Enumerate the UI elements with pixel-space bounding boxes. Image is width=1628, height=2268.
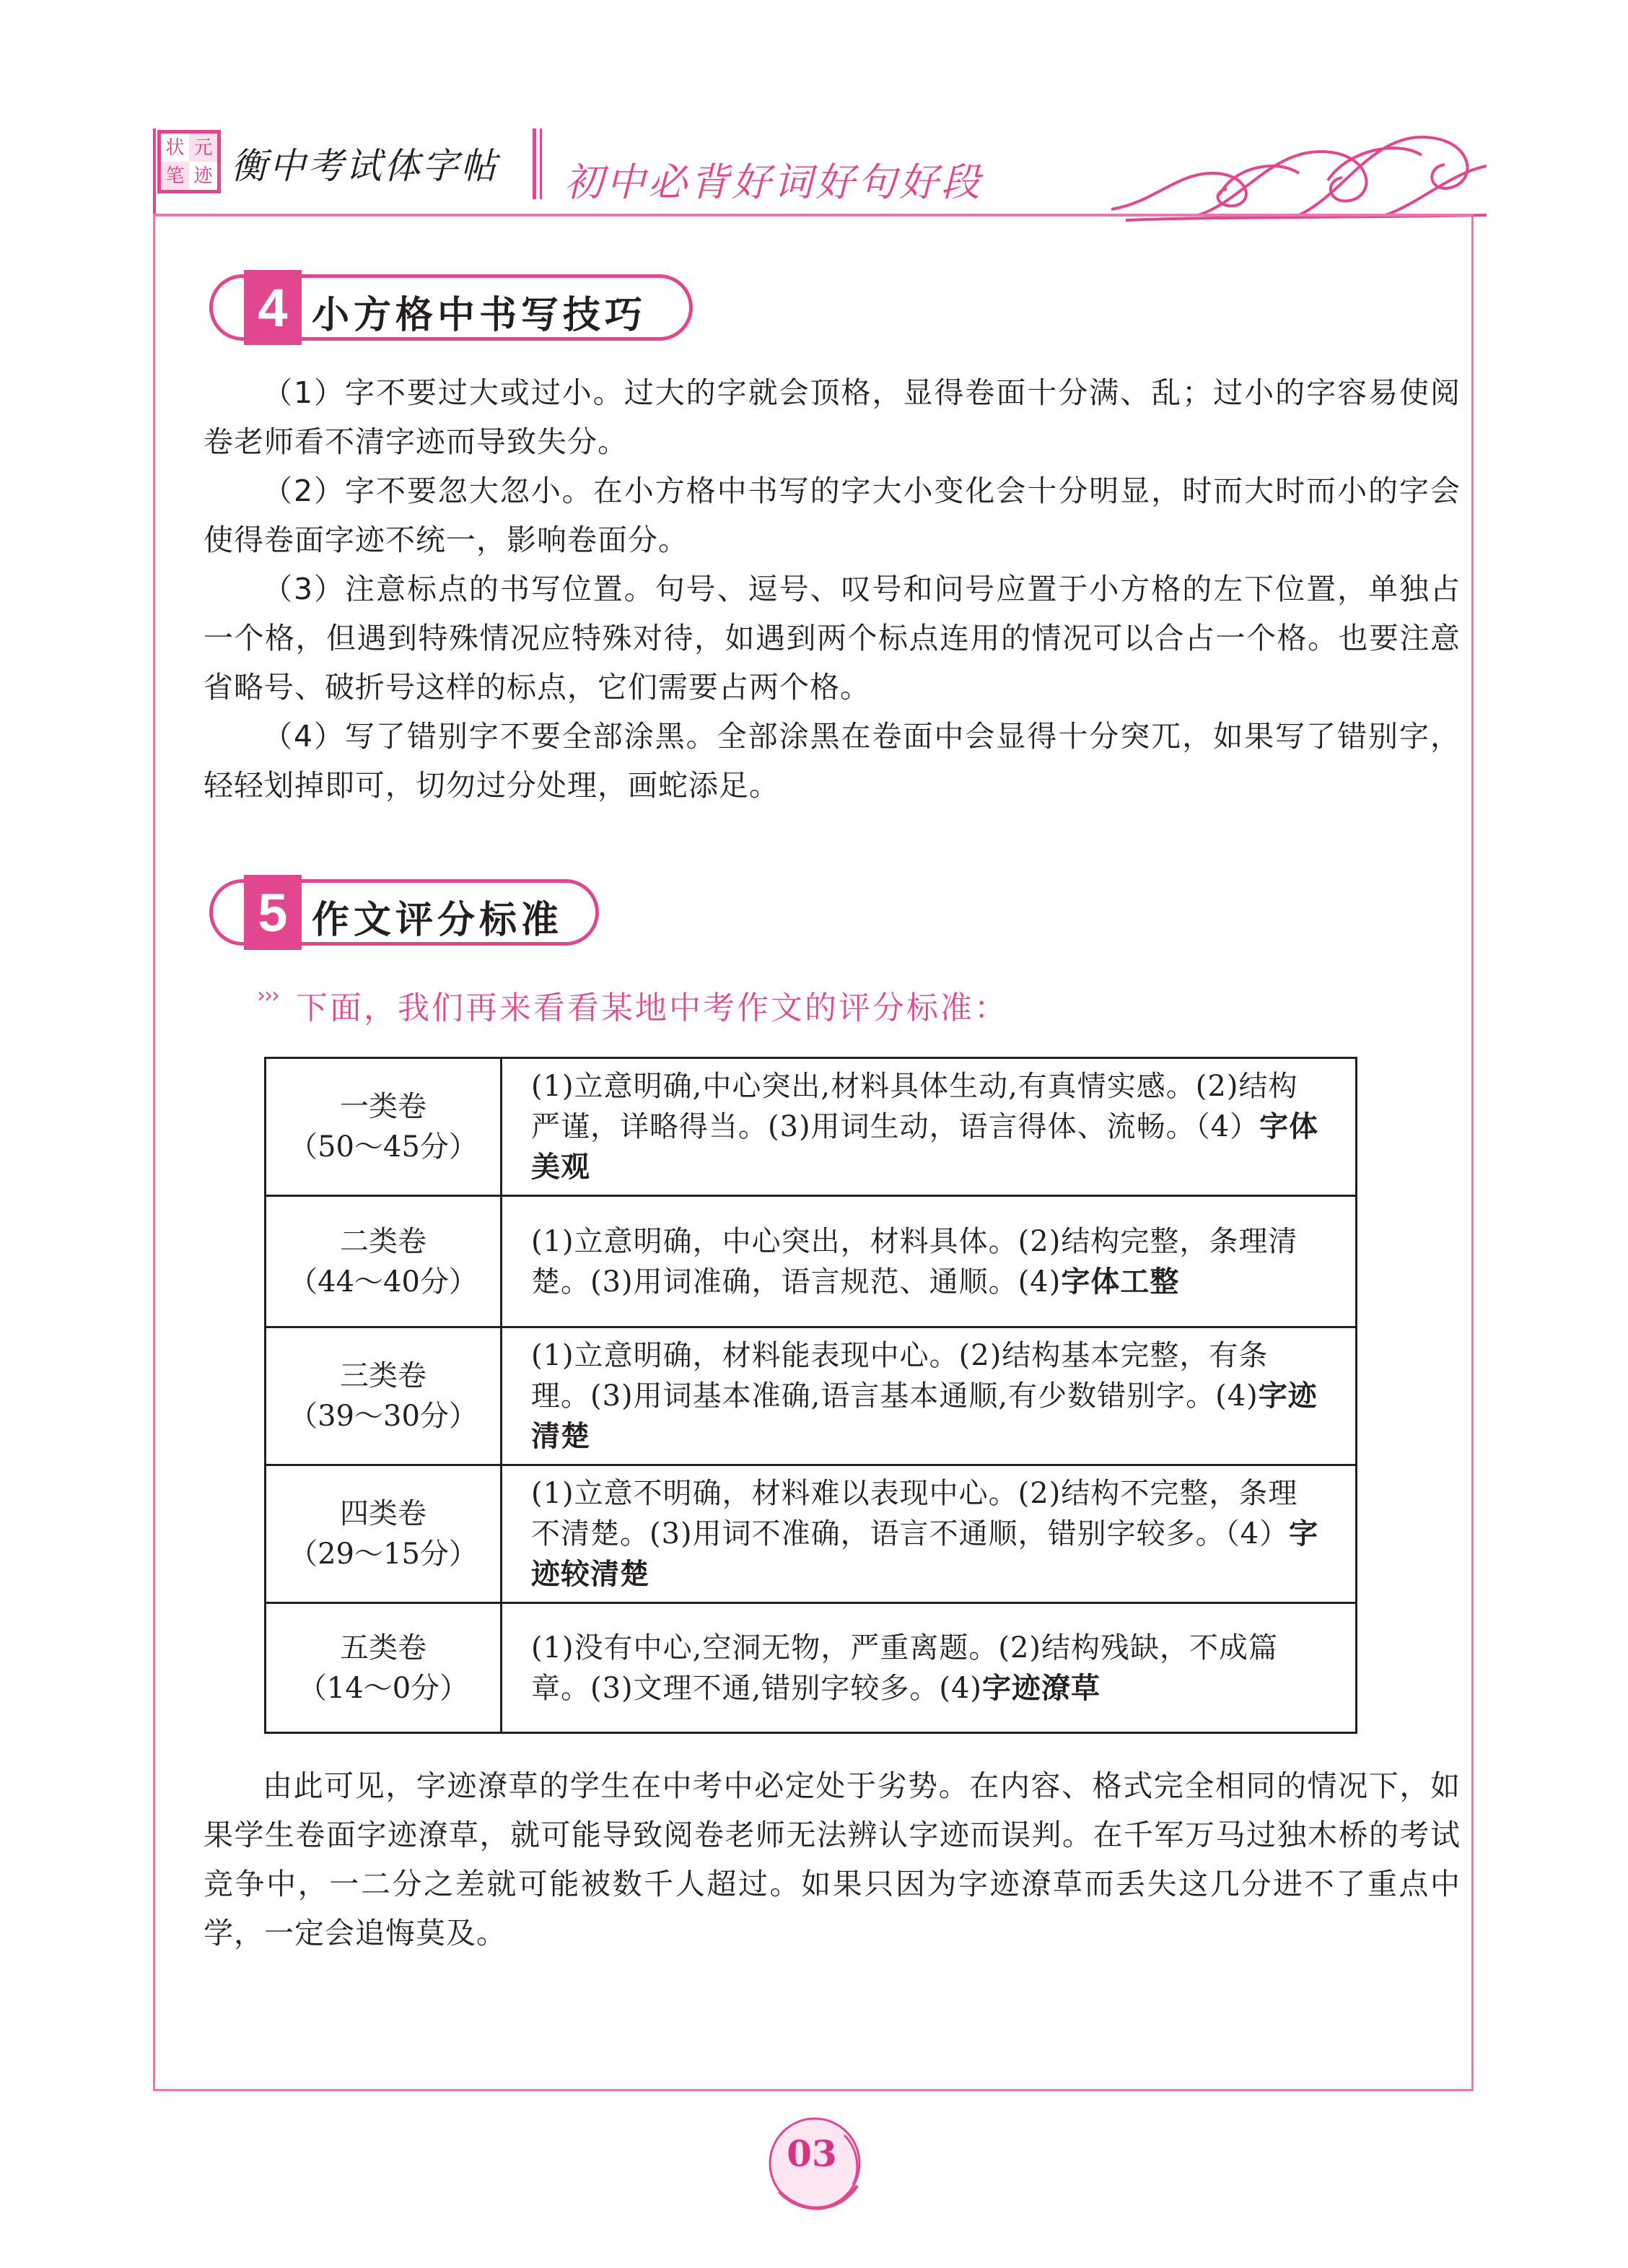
section-title: 作文评分标准 [312,898,564,942]
criteria-cell [502,1327,1357,1465]
score-range: （44～40分） [289,1265,478,1299]
brand-seal [157,130,221,193]
table-row [266,1196,1357,1327]
table-intro: 下面，我们再来看看某地中考作文的评分标准： [296,990,1008,1026]
seal-char: 元 [189,134,217,162]
category-cell [266,1196,502,1327]
page-frame-bottom [153,2089,1474,2091]
page-frame-right [1471,214,1474,2090]
score-range: （29～15分） [289,1538,478,1571]
conclusion-paragraph: 由此可见，字迹潦草的学生在中考中必定处于劣势。在内容、格式完全相同的情况下，如果学生卷面字迹潦草，就可能导致阅卷老师无法辨认字迹而误判。在千军万马过独木桥的考试竞争中，一二分之差就可能被数千人超过。如果只因为字迹潦草而丢失这几分进不了重点中学，一定会追悔莫及。 [204,1768,1461,1950]
table-row [266,1058,1357,1196]
table-row [266,1603,1357,1733]
category-cell [266,1327,502,1465]
header-left-bar [153,128,156,215]
seal-char: 迹 [193,165,213,187]
criteria-text: (1)立意明确,中心突出,材料具体生动,有真情实感。(2)结构严谨，详略得当。(3)用词生动，语言得体、流畅。（4） [531,1070,1298,1143]
score-range: （39～30分） [289,1400,478,1433]
brand-name: 衡中考试体字帖 [231,145,499,187]
criteria-emphasis: 字迹较清楚 [531,1517,1319,1591]
page-frame-top [153,214,1474,217]
paragraph: （3）注意标点的书写位置。句号、逗号、叹号和问号应置于小方格的左下位置，单独占一个格，但遇到特殊情况应特殊对待，如遇到两个标点连用的情况可以合占一个格。也要注意省略号、破折号这样的标点，它们需要占两个格。 [204,572,1461,705]
category-cell [266,1603,502,1733]
section-number: 4 [244,270,302,345]
criteria-text: (1)立意明确，中心突出，材料具体。(2)结构完整，条理清楚。(3)用词准确，语言规范、通顺。(4) [531,1224,1298,1299]
book-title: 初中必背好词好句好段 [564,160,983,205]
seal-char: 状 [165,136,185,159]
category-name: 二类卷 [340,1224,426,1258]
section-title: 小方格中书写技巧 [312,293,647,337]
category-name: 一类卷 [340,1090,426,1123]
table-row [266,1327,1357,1465]
criteria-emphasis: 字体美观 [531,1109,1319,1184]
category-cell [266,1058,502,1196]
chevrons-icon: ››› [257,983,279,1008]
table-row [266,1465,1357,1603]
page-frame-left [153,214,155,2090]
category-name: 五类卷 [340,1631,426,1665]
header-divider [540,128,542,199]
paragraph: （1）字不要过大或过小。过大的字就会顶格，显得卷面十分满、乱；过小的字容易使阅卷老师看不清字迹而导致失分。 [204,375,1461,459]
header-divider [533,128,536,199]
criteria-emphasis: 字迹潦草 [982,1670,1101,1705]
criteria-cell [502,1196,1357,1327]
criteria-emphasis: 字迹清楚 [531,1379,1318,1453]
criteria-text: (1)没有中心,空洞无物，严重离题。(2)结构残缺，不成篇章。(3)文理不通,错别字较多。(4) [531,1631,1279,1705]
criteria-emphasis: 字体工整 [1061,1264,1180,1299]
criteria-text: (1)立意明确，材料能表现中心。(2)结构基本完整，有条理。(3)用词基本准确,语言基本通顺,有少数错别字。(4) [531,1339,1269,1413]
score-range: （14～0分） [297,1671,469,1705]
scoring-table [264,1057,1357,1734]
category-name: 三类卷 [340,1359,426,1392]
page-number: 03 [787,2132,837,2175]
criteria-cell [502,1058,1357,1196]
seal-char: 笔 [161,162,189,190]
paragraph: （4）写了错别字不要全部涂黑。全部涂黑在卷面中会显得十分突兀，如果写了错别字，轻轻划掉即可，切勿过分处理，画蛇添足。 [204,719,1461,803]
paragraph: （2）字不要忽大忽小。在小方格中书写的字大小变化会十分明显，时而大时而小的字会使得卷面字迹不统一，影响卷面分。 [204,474,1461,557]
wave-ornament-icon [1111,123,1487,224]
criteria-text: (1)立意不明确，材料难以表现中心。(2)结构不完整，条理不清楚。(3)用词不准确，语言不通顺，错别字较多。（4） [531,1477,1298,1550]
criteria-cell [502,1603,1357,1733]
criteria-cell [502,1465,1357,1603]
score-range: （50～45分） [289,1130,478,1164]
category-cell [266,1465,502,1603]
category-name: 四类卷 [340,1497,426,1530]
section-number: 5 [244,875,302,950]
